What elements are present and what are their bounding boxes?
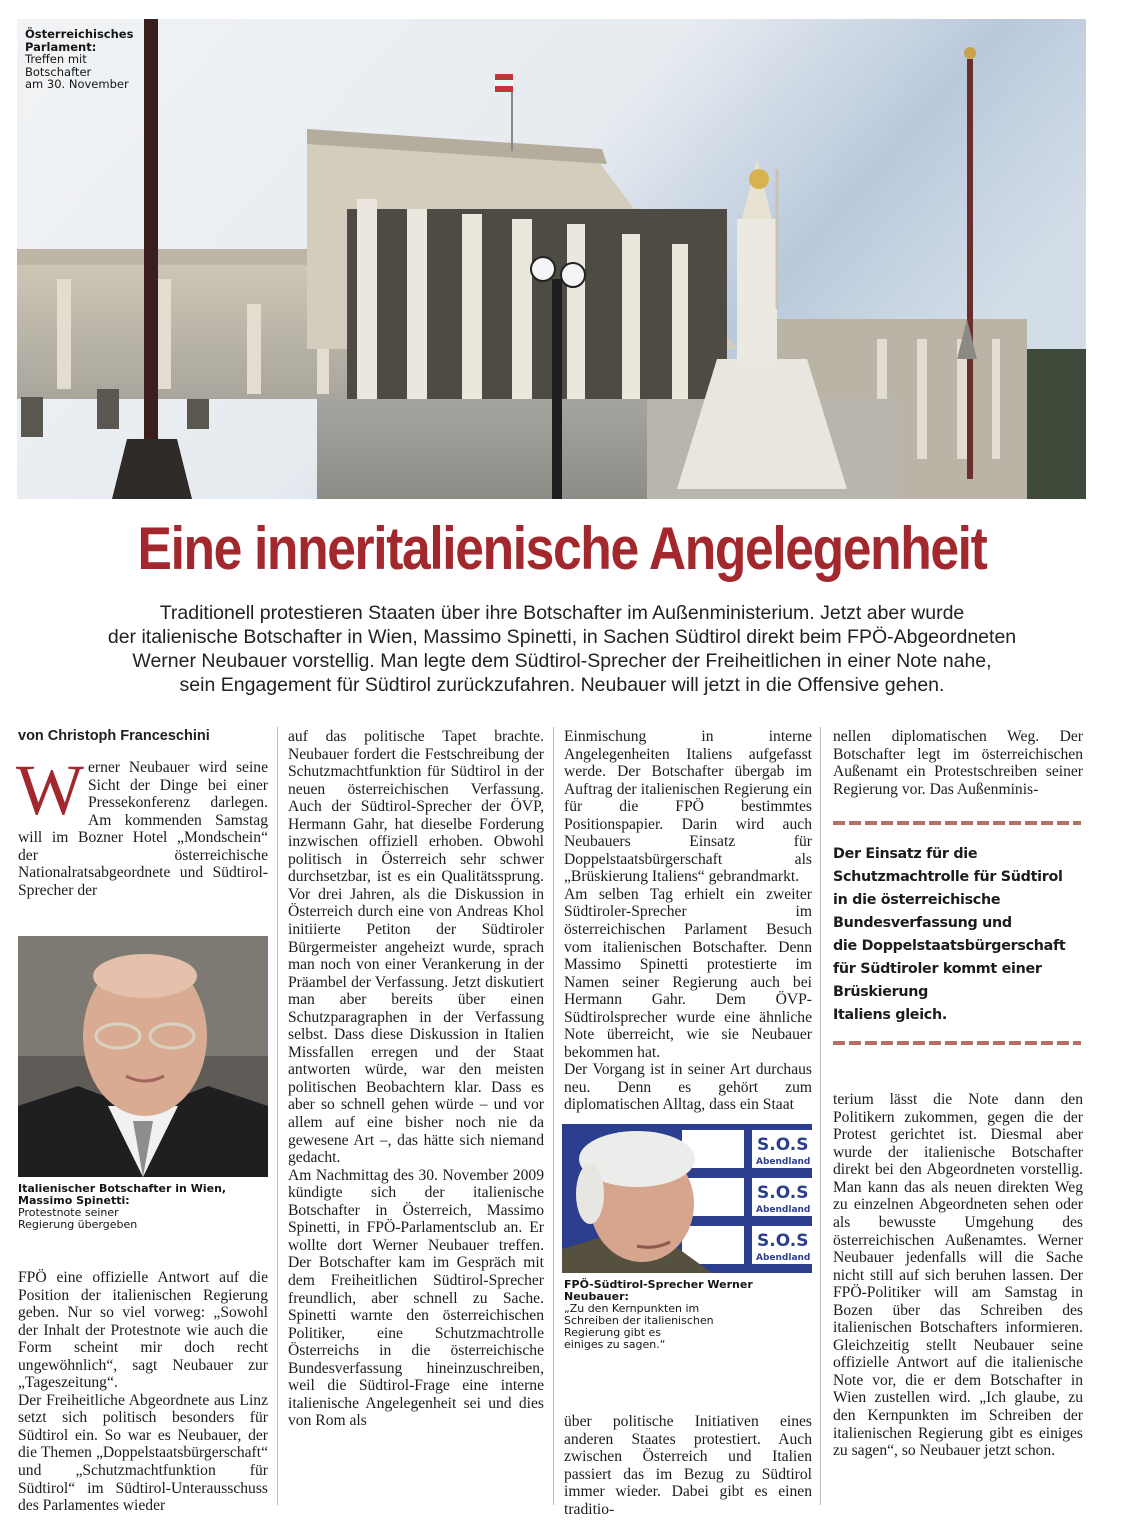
banner-sos: S.O.S xyxy=(757,1231,809,1252)
pull-quote-line: für Südtiroler kommt einer xyxy=(833,961,1042,978)
lead-line-2: der italienische Botschafter in Wien, Massimo Spinetti, in Sachen Südtirol direkt beim FPÖ-Abgeordneten xyxy=(107,626,1017,648)
ambassador-photo xyxy=(18,936,268,1177)
dashed-rule xyxy=(833,1041,1081,1045)
pull-quote-line: die Doppelstaatsbürgerschaft xyxy=(833,938,1066,955)
hero-caption-line-3: am 30. November xyxy=(25,77,129,91)
caption-line-2: Schreiben der italienischen xyxy=(564,1314,714,1328)
body-paragraph: nellen diplomatischen Weg. Der Botschafter legt im österreichischen Außenamt ein Protestschreiben seiner Regierung vor. Das Außenminis- xyxy=(833,728,1083,798)
pull-quote-line: Schutzmachtrolle für Südtirol xyxy=(833,869,1063,886)
caption-title-2: Massimo Spinetti: xyxy=(18,1194,130,1207)
neubauer-photo-caption xyxy=(564,1279,812,1351)
column-divider xyxy=(277,727,278,1505)
banner-sos: S.O.S xyxy=(757,1135,809,1156)
hero-caption-line-2: Botschafter xyxy=(25,64,92,79)
lead-line-4: sein Engagement für Südtirol zurückzufahren. Neubauer will jetzt in die Offensive gehen. xyxy=(179,674,945,696)
pull-quote-line: Brüskierung xyxy=(833,984,929,1001)
body-paragraph: über politische Initiativen eines anderen Staates protestiert. Auch zwischen Österreich und Italien passiert das im Bezug zu Südtirol immer wieder. Dabei gibt es einen traditio- xyxy=(564,1413,812,1518)
banner-abendland: Abendland xyxy=(756,1205,811,1216)
ambassador-portrait xyxy=(18,936,268,1177)
column-4 xyxy=(833,728,1083,1460)
column-divider xyxy=(553,727,554,1505)
body-paragraph: Am selben Tag erhielt ein zweiter Südtiroler-Sprecher im österreichischen Parlament Besuch vom italienischen Botschafter. Denn Massimo Spinetti protestierte im Namen seiner Regierung auch bei Hermann Gahr. Dem ÖVP-Südtirolsprecher wurde eine ähnliche Note überreicht, wie sie Neubauer bekommen hat. xyxy=(564,885,812,1061)
pull-quote-line: in die österreichische xyxy=(833,892,1001,909)
banner-abendland: Abendland xyxy=(756,1253,811,1264)
pull-quote xyxy=(833,821,1083,1045)
body-paragraph: Der Freiheitliche Abgeordnete aus Linz setzt sich politisch besonders für Südtirol ein. So war es Neubauer, der die Themen „Doppelstaatsbürgerschaft“ und „Schutzmachtfunktion für Südtirol“ im Südtirol-Unterausschuss des Parlamentes wieder xyxy=(18,1391,268,1515)
body-text: erner Neubauer wird seine Sicht der Dinge bei einer Pressekonferenz darlegen. Am kommenden Samstag will im Bozner Hotel „Mondschein“ der österreichische Nationalratsabgeordnete und Südtirol-Sprecher der xyxy=(18,759,268,899)
body-paragraph: Am Nachmittag des 30. November 2009 kündigte sich der italienische Botschafter in Österreich, Massimo Spinetti, in FPÖ-Parlamentsclub an. Er wollte dort Werner Neubauer treffen. Der Botschafter kam im Gespräch mit dem Freiheitlichen Südtirol-Sprecher freundlich, aber schnell zu Sache. Spinetti warnte den österreichischen Politiker, eine Schutzmachtrolle Österreichs in die österreichische Bundesverfassung hineinzuschreiben, weil die Südtirol-Frage eine interne italienische Angelegenheit sei und dies von Rom als xyxy=(288,1166,544,1430)
hero-caption-line-1: Treffen mit xyxy=(25,52,87,66)
dashed-rule xyxy=(833,821,1081,825)
neubauer-portrait xyxy=(562,1124,812,1273)
pull-quote-line: Italiens gleich. xyxy=(833,1007,947,1024)
body-paragraph: FPÖ eine offizielle Antwort auf die Position der italienischen Regierung geben. Nur so viel vorweg: „Sowohl der Inhalt der Protestnote wie auch die Form scheint mir doch recht ungewöhnlich“, sagt Neubauer zur „Tageszeitung“. xyxy=(18,1269,268,1392)
hero-caption xyxy=(25,28,133,91)
body-paragraph xyxy=(16,750,268,900)
body-paragraph: auf das politische Tapet brachte. Neubauer fordert die Festschreibung der Schutzmachtfunktion für Südtirol in der neuen österreichischen Verfassung. Auch der Südtirol-Sprecher der ÖVP, Hermann Gahr, hat dieselbe Forderung inzwischen offiziell erhoben. Obwohl politisch in Österreich sehr schwer durchsetzbar, ist es ein Qualitätssprung. Vor drei Jahren, als die Diskussion in Österreich durch eine von Andreas Khol initiierte Petiton der Südtiroler Bürgermeister angeheizt wurde, sprach man noch von einer Verankerung in der Präambel der Verfassung. Jetzt diskutiert man aber bereits über einen Schutzparagraphen in der Verfassung selbst. Dass diese Diskussion in Italien Missfallen erregen und der Staat antworten würde, war den meisten politischen Beobachtern klar. Dass es aber so schnell gehen würde – und vor allem auf eine bisher noch nie da gewesene Art –, das hätte sich niemand gedacht. xyxy=(288,728,544,1167)
column-1 xyxy=(18,728,268,1515)
column-3 xyxy=(564,728,812,1518)
hero-caption-title-1: Österreichisches xyxy=(25,27,134,41)
pull-quote-line: Bundesverfassung und xyxy=(833,915,1012,932)
body-paragraph: terium lässt die Note dann den Politikern zukommen, gegen die der Protest gerichtet ist. Diesmal aber wurde der italienische Botschafter direkt bei den Abgeordneten vorstellig. Man kann das als neuen direkten Weg zu einzelnen Abgeordneten sehen oder als bewusste Umgehung des österreichischen Außenamtes. Werner Neubauer jedenfalls will die Sache nicht still auf sich beruhen lassen. Der FPÖ-Politiker will am Samstag in Bozen über das Schreiben des italienischen Botschafters informieren. Gleichzeitig stellt Neubauer seine offizielle Antwort auf die italienische Note vor, die er dem Botschafter in Wien zustellen wird. „Ich glaube, zu den Kernpunkten im Schreiben der italienischen Regierung gibt es einiges zu sagen“, so Neubauer jetzt schon. xyxy=(833,1091,1083,1460)
lead-paragraph xyxy=(0,601,1124,697)
caption-title-1: FPÖ-Südtirol-Sprecher Werner Neubauer: xyxy=(564,1278,753,1304)
lead-line-3: Werner Neubauer vorstellig. Man legte dem Südtirol-Sprecher der Freiheitlichen in einer Note nahe, xyxy=(132,650,992,672)
banner-sos: S.O.S xyxy=(757,1183,809,1204)
body-paragraph: Der Vorgang ist in seiner Art durchaus neu. Denn es gehört zum diplomatischen Alltag, dass ein Staat xyxy=(564,1061,812,1114)
column-divider xyxy=(820,727,821,1505)
parliament-illustration xyxy=(17,19,1086,499)
pull-quote-text xyxy=(833,843,1083,1027)
headline: Eine inneritalienische Angelegenheit xyxy=(137,515,987,582)
body-paragraph: Einmischung in interne Angelegenheiten Italiens aufgefasst werde. Der Botschafter übergab im Auftrag der italienischen Regierung ein für die FPÖ bestimmtes Positionspapier. Darin wird auch Neubauers Einsatz für Doppelstaatsbürgerschaft als „Brüskierung Italiens“ gebrandmarkt. xyxy=(564,728,812,886)
byline: von Christoph Franceschini xyxy=(18,728,210,744)
lead-line-1: Traditionell protestieren Staaten über ihre Botschafter im Außenministerium. Jetzt aber wurde xyxy=(159,602,965,624)
caption-line-3: Regierung gibt es xyxy=(564,1326,661,1340)
banner-abendland: Abendland xyxy=(756,1157,811,1168)
parliament-photo xyxy=(17,19,1086,499)
caption-line-1: Protestnote seiner xyxy=(18,1206,119,1219)
column-2 xyxy=(288,728,544,1430)
caption-line-2: Regierung übergeben xyxy=(18,1218,138,1231)
caption-line-4: einiges zu sagen.“ xyxy=(564,1338,666,1352)
dropcap: W xyxy=(16,750,84,830)
pull-quote-line: Der Einsatz für die xyxy=(833,846,978,863)
neubauer-photo xyxy=(562,1124,812,1273)
hero-caption-title-2: Parlament: xyxy=(25,39,97,54)
ambassador-photo-caption xyxy=(18,1183,268,1231)
caption-title-1: Italienischer Botschafter in Wien, xyxy=(18,1182,227,1195)
caption-line-1: „Zu den Kernpunkten im xyxy=(564,1302,700,1316)
